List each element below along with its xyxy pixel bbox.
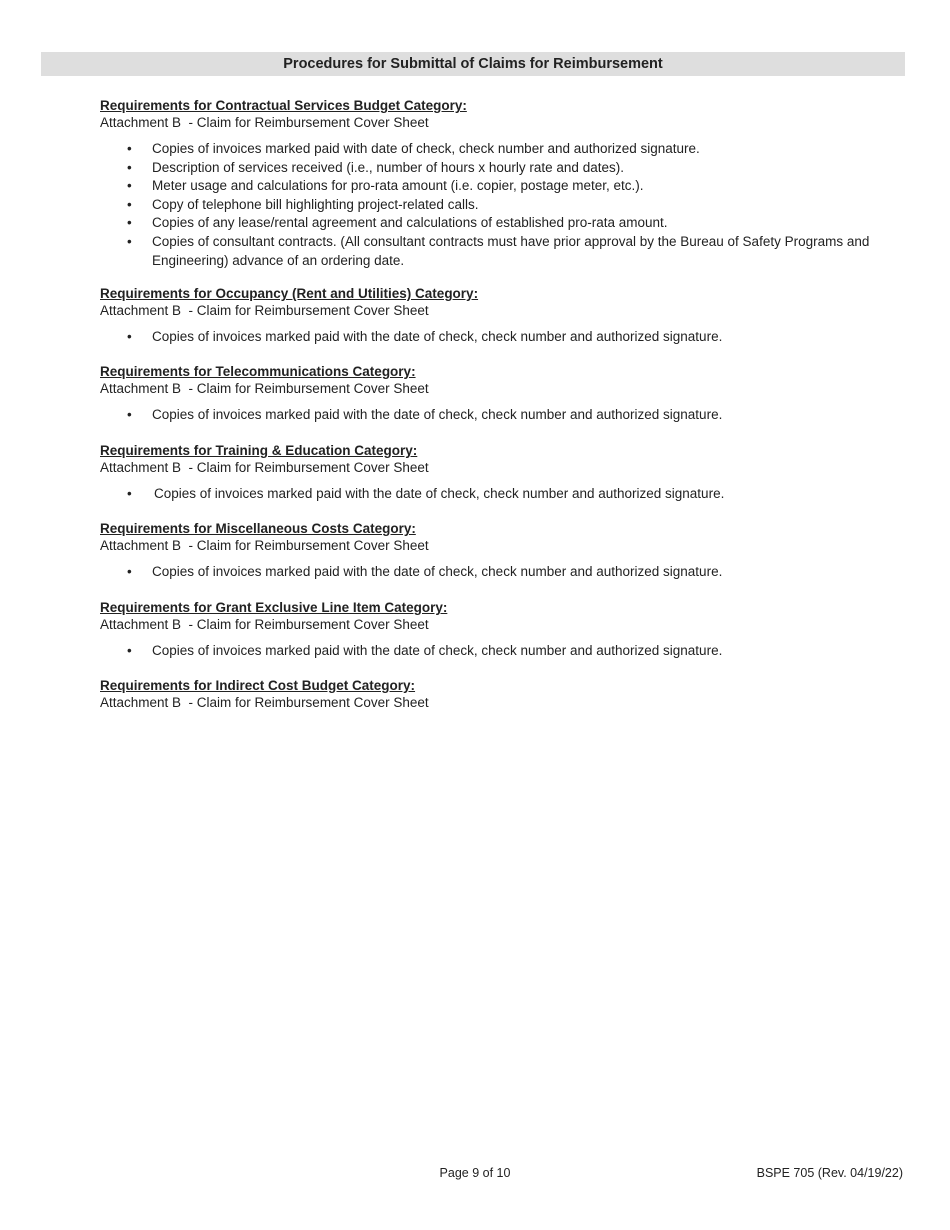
requirements-list: [100, 642, 910, 661]
list-item: • Copies of invoices marked paid with the date of check, check number and authorized signature.: [100, 406, 910, 425]
section-heading: Requirements for Occupancy (Rent and Utilities) Category:: [100, 286, 479, 301]
requirements-list: [100, 563, 910, 582]
list-item: • Meter usage and calculations for pro-rata amount (i.e. copier, postage meter, etc.).: [100, 177, 910, 196]
section-heading: Requirements for Grant Exclusive Line Item Category:: [100, 600, 448, 615]
section-indirect-cost: [100, 677, 910, 711]
section-heading: Requirements for Telecommunications Category:: [100, 364, 416, 379]
section-attachment: Attachment B - Claim for Reimbursement Cover Sheet: [100, 381, 429, 396]
section-attachment: Attachment B - Claim for Reimbursement Cover Sheet: [100, 695, 429, 710]
list-item: • Copies of invoices marked paid with the date of check, check number and authorized signature.: [100, 642, 910, 661]
section-heading: Requirements for Training & Education Category:: [100, 443, 418, 458]
section-heading: Requirements for Contractual Services Budget Category:: [100, 98, 467, 113]
section-miscellaneous-costs: [100, 520, 910, 582]
list-item: • Description of services received (i.e., number of hours x hourly rate and dates).: [100, 159, 910, 178]
section-telecommunications: [100, 363, 910, 425]
section-attachment: Attachment B - Claim for Reimbursement Cover Sheet: [100, 617, 429, 632]
list-item: • Copies of invoices marked paid with the date of check, check number and authorized signature.: [100, 485, 910, 504]
requirements-list: [100, 485, 910, 504]
section-attachment: Attachment B - Claim for Reimbursement Cover Sheet: [100, 115, 429, 130]
page-number: Page 9 of 10: [439, 1166, 511, 1180]
list-item: • Copy of telephone bill highlighting project-related calls.: [100, 196, 910, 215]
section-contractual-services: [100, 97, 910, 270]
requirements-list: [100, 140, 910, 270]
list-item: • Copies of invoices marked paid with date of check, check number and authorized signature.: [100, 140, 910, 159]
requirements-list: [100, 328, 910, 347]
section-grant-exclusive: [100, 599, 910, 661]
section-occupancy: [100, 285, 910, 347]
list-item: • Copies of invoices marked paid with the date of check, check number and authorized signature.: [100, 563, 910, 582]
list-item: • Copies of consultant contracts. (All consultant contracts must have prior approval by the Bureau of Safety Programs and Engineering) advance of an ordering date.: [100, 233, 910, 270]
section-heading: Requirements for Miscellaneous Costs Category:: [100, 521, 416, 536]
section-attachment: Attachment B - Claim for Reimbursement Cover Sheet: [100, 303, 429, 318]
page-title: Procedures for Submittal of Claims for Reimbursement: [41, 52, 905, 76]
section-heading: Requirements for Indirect Cost Budget Category:: [100, 678, 416, 693]
section-attachment: Attachment B - Claim for Reimbursement Cover Sheet: [100, 460, 429, 475]
section-attachment: Attachment B - Claim for Reimbursement Cover Sheet: [100, 538, 429, 553]
list-item: • Copies of invoices marked paid with the date of check, check number and authorized signature.: [100, 328, 910, 347]
form-identifier: BSPE 705 (Rev. 04/19/22): [756, 1166, 903, 1180]
list-item: • Copies of any lease/rental agreement and calculations of established pro-rata amount.: [100, 214, 910, 233]
requirements-list: [100, 406, 910, 425]
section-training-education: [100, 442, 910, 504]
